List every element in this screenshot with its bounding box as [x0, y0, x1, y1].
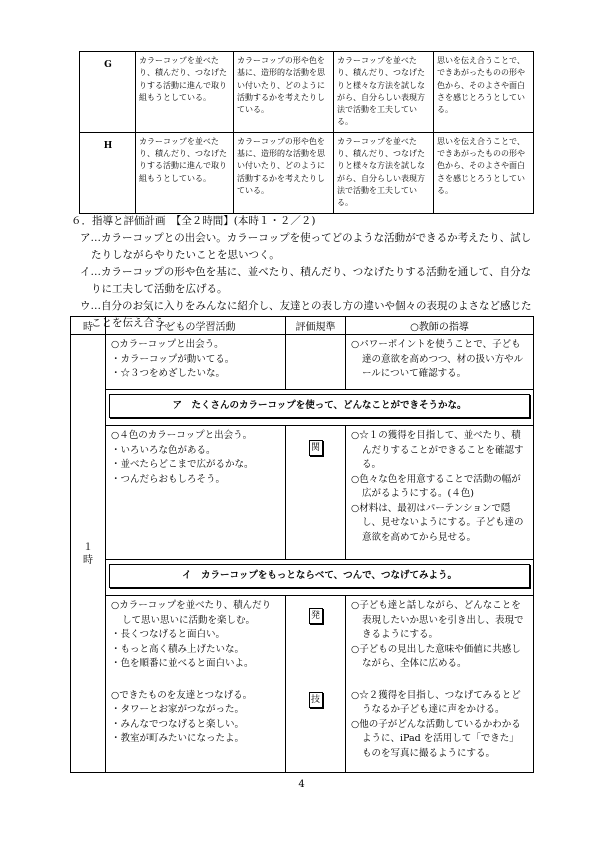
table-header-row [71, 317, 534, 335]
activity-cell [106, 682, 286, 773]
criteria-badge: 技 [309, 692, 323, 708]
teacher-line: ○パワーポイントを使うことで、子ども達の意欲を高めつつ、材の扱い方やルールについて確認する。 [351, 339, 524, 379]
table-row [80, 132, 534, 213]
activity-line: ・タワーとお家がつながった。 [111, 704, 245, 716]
activity-line: ○４色のカラーコップと出会う。 [111, 430, 253, 442]
section-teaching-plan [71, 213, 541, 332]
level-cell: H [80, 132, 136, 213]
activity-line: ・カラーコップが動いてる。 [111, 353, 235, 365]
header-teacher: ○教師の指導 [346, 317, 534, 335]
activity-line: ○カラーコップと出会う。 [111, 339, 224, 350]
time-label: １時 [83, 541, 93, 566]
criteria-cell [286, 596, 346, 682]
activity-line: ・☆３つをめざしたいな。 [111, 368, 226, 379]
teacher-line: ○☆１の獲得を目指して、並べたり、積んだりすることができることを確認する。 [351, 430, 524, 471]
header-criteria: 評価規準 [286, 317, 346, 335]
criteria-cell [286, 335, 346, 390]
teacher-line: ○色々な色を用意することで活動の幅が広がるようにする。(４色) [351, 473, 521, 500]
page-number: 4 [298, 779, 305, 790]
teacher-line: ○材料は、最初はパーテンションで隠し、見せないようにする。子ども達の意欲を高めてから見せる。 [351, 502, 524, 543]
criteria-badge: 発 [309, 608, 323, 624]
band-row [71, 560, 534, 596]
activity-line: ○できたものを友達とつなげる。 [111, 689, 253, 701]
teacher-cell [346, 335, 534, 390]
table-row [71, 596, 534, 682]
evaluation-table [79, 51, 534, 214]
activity-line: ・つんだらおもしろそう。 [111, 473, 226, 485]
table-cell: カラーコップを並べたり、積んだり、つなげたりする活動に進んで取り組もうとしている。 [136, 132, 234, 213]
activity-cell [106, 596, 286, 682]
table-cell: カラーコップを並べたり、積んだり、つなげたりする活動に進んで取り組もうとしている。 [136, 52, 234, 133]
header-activity: 子どもの学習活動 [106, 317, 286, 335]
activity-theme-b: イ カラーコップをもっとならべて、つんで、つなげてみよう。 [109, 564, 530, 588]
time-cell [71, 335, 106, 773]
table-row [71, 682, 534, 773]
teacher-line: ○☆２獲得を目指し、つなげてみるとどうなるか子ども達に声をかける。 [351, 689, 521, 716]
table-cell: 思いを伝え合うことで、できあがったものの形や色から、そのよさや面白さを感じとろうとしている。 [434, 132, 534, 213]
table-cell: カラーコップを並べたり、積んだり、つなげたりと様々な方法を試しながら、自分らしい表現方法で活動を工夫している。 [334, 132, 434, 213]
table-cell: カラーコップを並べたり、積んだり、つなげたりと様々な方法を試しながら、自分らしい表現方法で活動を工夫している。 [334, 52, 434, 133]
plan-item-i: イ…カラーコップの形や色を基に、並べたり、積んだり、つなげたりする活動を通して、自分なりに工夫して活動を広げる。 [80, 266, 532, 295]
band-row [71, 390, 534, 426]
activity-line: ・色を順番に並べると面白いよ。 [111, 658, 254, 670]
table-cell: カラーコップの形や色を基に、造形的な活動を思い付いたり、どのように活動するかを考えたりしている。 [234, 52, 334, 133]
lesson-plan-table [70, 316, 534, 773]
table-row [71, 426, 534, 560]
activity-line: ・教室が町みたいになったよ。 [111, 733, 245, 745]
table-cell: カラーコップの形や色を基に、造形的な活動を思い付いたり、どのように活動するかを考えたりしている。 [234, 132, 334, 213]
activity-line: ・いろいろな色がある。 [111, 444, 216, 456]
table-cell: 思いを伝え合うことで、できあがったものの形や色から、そのよさや面白さを感じとろうとしている。 [434, 52, 534, 133]
table-row [80, 52, 534, 133]
header-time: 時 [71, 317, 106, 335]
plan-item-a: ア…カラーコップとの出会い。カラーコップを使ってどのような活動ができるか考えたり、試したりしながらやりたいことを思いつく。 [80, 232, 532, 261]
plan-item-u: ウ…自分のお気に入りをみんなに紹介し、友達との表し方の違いや個々の表現のよさなど感じたことを伝え合う。 [80, 300, 532, 329]
activity-cell [106, 426, 286, 560]
teacher-cell [346, 596, 534, 682]
criteria-badge: 関 [309, 440, 323, 456]
activity-cell [106, 335, 286, 390]
teacher-line: ○他の子がどんな活動しているかわかるように、iPad を活用して「できた」ものを写真に撮るようにする。 [351, 718, 521, 759]
criteria-cell [286, 682, 346, 773]
activity-line: ・長くつなげると面白い。 [111, 629, 226, 641]
teacher-line: ○子ども達と話しながら、どんなことを表現したいか思いを引き出し、表現できるようにする。 [351, 600, 524, 641]
teacher-line: ○子どもの見出した意味や価値に共感しながら、全体に広める。 [351, 643, 521, 670]
activity-theme-a: ア たくさんのカラーコップを使って、どんなことができそうかな。 [109, 394, 530, 418]
section-heading: ６．指導と評価計画 【全２時間】(本時１・２／２) [71, 215, 316, 227]
activity-line: ・みんなでつなげると楽しい。 [111, 718, 245, 730]
activity-line: ・並べたらどこまで広がるかな。 [111, 459, 254, 471]
activity-line: ○カラーコップを並べたり、積んだりして思い思いに活動を楽しむ。 [111, 600, 272, 626]
table-row [71, 335, 534, 390]
teacher-cell [346, 682, 534, 773]
criteria-cell [286, 426, 346, 560]
activity-line: ・もっと高く積み上げたいな。 [111, 643, 245, 655]
level-cell: G [80, 52, 136, 133]
teacher-cell [346, 426, 534, 560]
